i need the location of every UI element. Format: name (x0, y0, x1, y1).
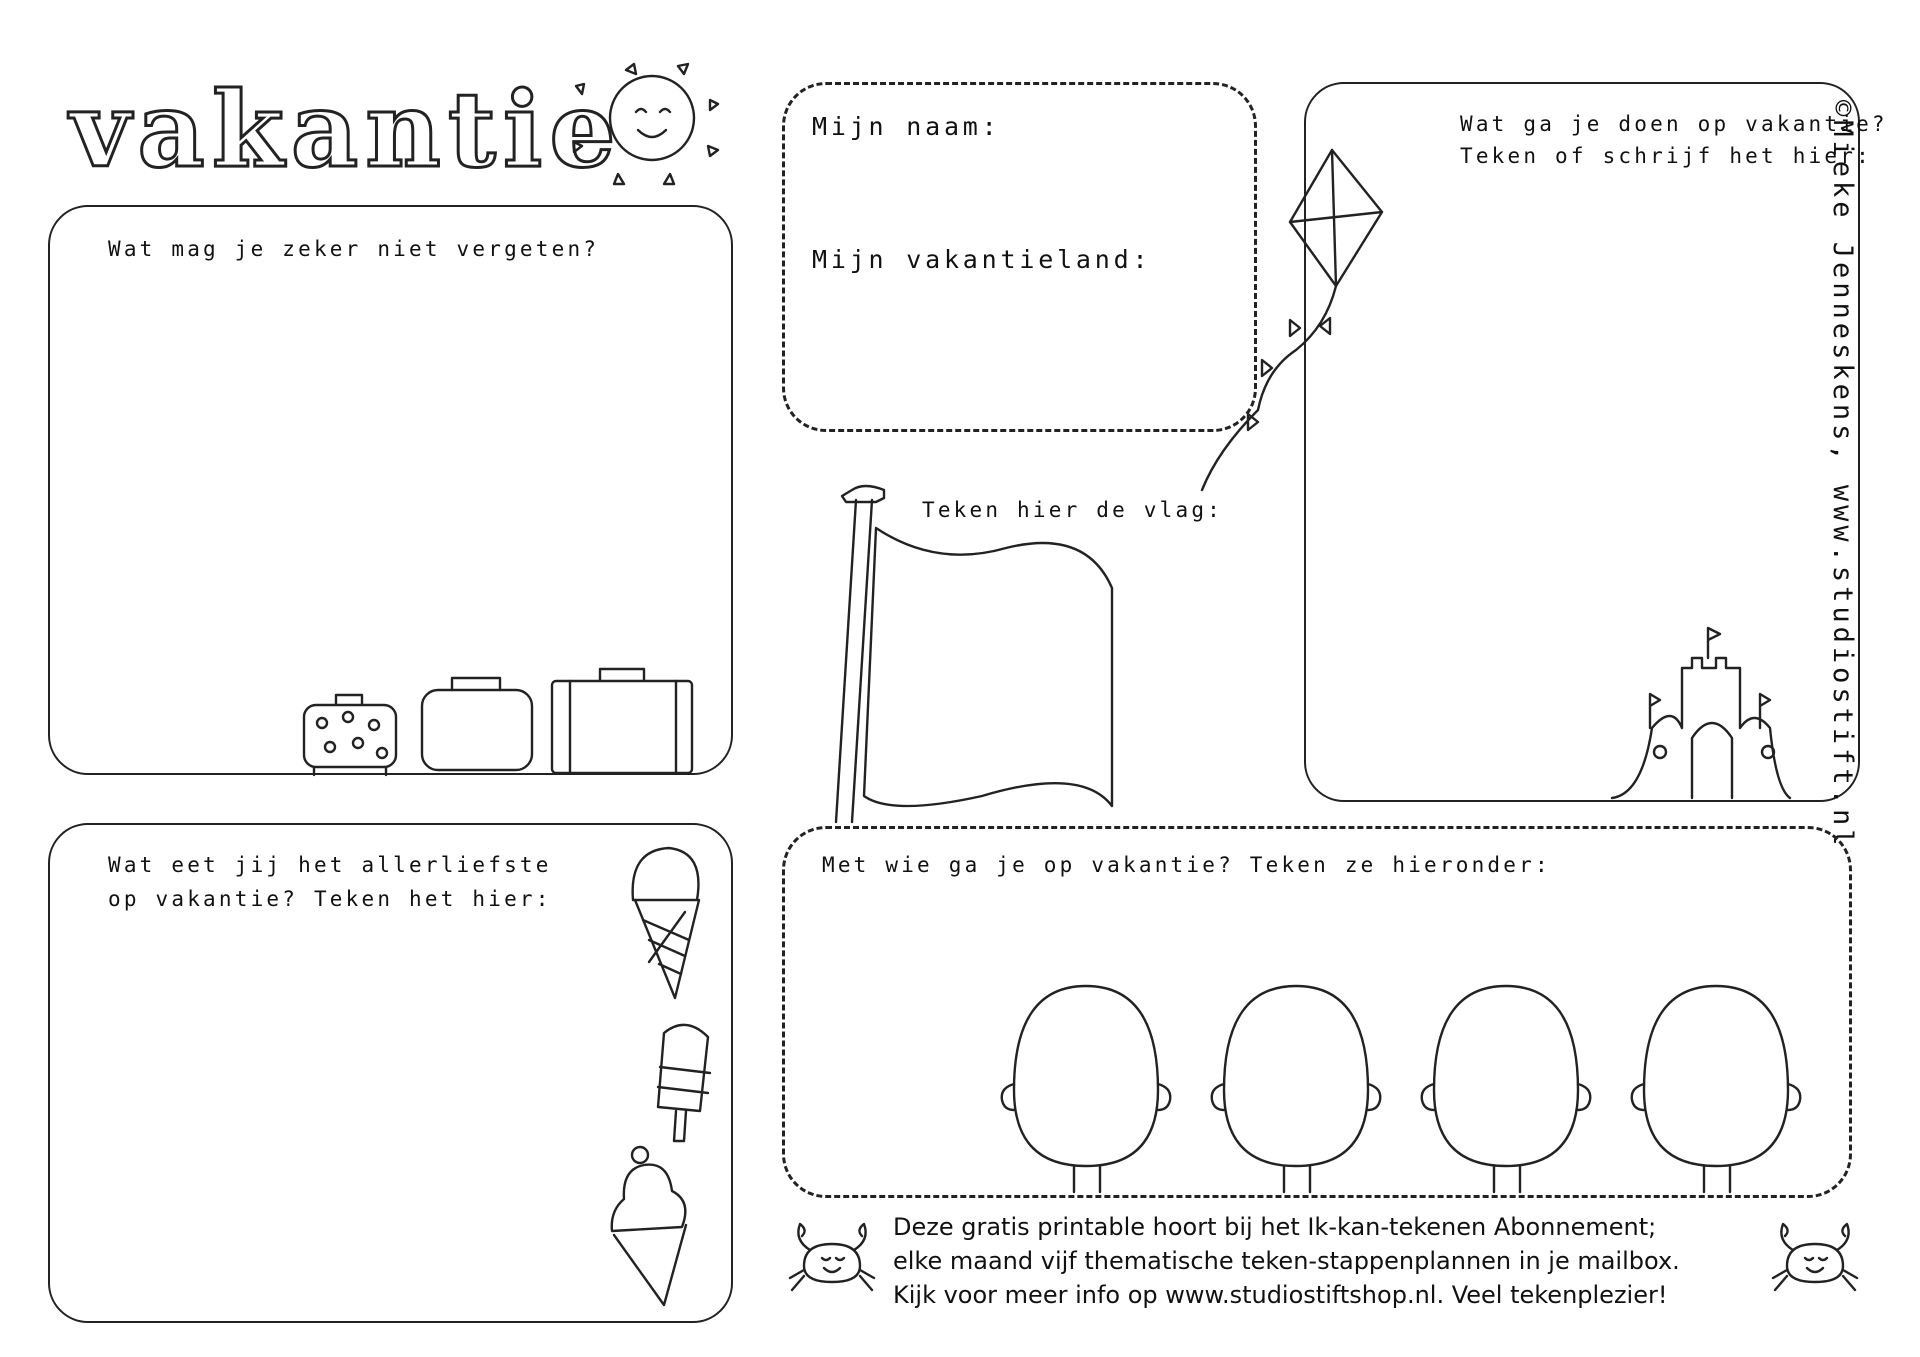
ice-cream-icon (610, 1135, 700, 1310)
sun-icon (570, 50, 730, 190)
country-label: Mijn vakantieland: (812, 245, 1152, 274)
food-prompt-line2: op vakantie? Teken het hier: (108, 887, 552, 911)
sandcastle-icon (1602, 620, 1792, 805)
flag-icon[interactable] (820, 478, 1200, 828)
crab-icon (782, 1218, 882, 1298)
people-prompt: Met wie ga je op vakantie? Teken ze hieronder: (822, 853, 1551, 877)
page-title: vakantie (70, 68, 623, 191)
face-outline-icon[interactable] (1620, 980, 1810, 1195)
crab-icon (1765, 1218, 1865, 1298)
face-outline-icon[interactable] (1410, 980, 1600, 1195)
promo-line-3: Kijk voor meer info op www.studiostiftshop.nl. Veel tekenplezier! (893, 1281, 1668, 1309)
packing-prompt: Wat mag je zeker niet vergeten? (108, 237, 600, 261)
credit-text: ©Mieke Jenneskens, www.studiostift.nl (1827, 100, 1858, 850)
face-outline-icon[interactable] (1200, 980, 1390, 1195)
suitcase-icon (300, 665, 700, 780)
food-prompt-line1: Wat eet jij het allerliefste (108, 853, 552, 877)
activity-prompt-line1: Wat ga je doen op vakantie? (1460, 112, 1888, 136)
promo-line-2: elke maand vijf thematische teken-stappenplannen in je mailbox. (893, 1247, 1680, 1275)
popsicle-icon (650, 1015, 720, 1145)
activity-prompt-line2: Teken of schrijf het hier: (1460, 144, 1872, 168)
ice-cream-icon (625, 840, 705, 1000)
promo-line-1: Deze gratis printable hoort bij het Ik-kan-tekenen Abonnement; (893, 1213, 1657, 1241)
flag-prompt: Teken hier de vlag: (922, 498, 1224, 522)
promo-text (893, 1210, 1753, 1312)
face-outline-icon[interactable] (990, 980, 1180, 1195)
name-label: Mijn naam: (812, 112, 1001, 141)
